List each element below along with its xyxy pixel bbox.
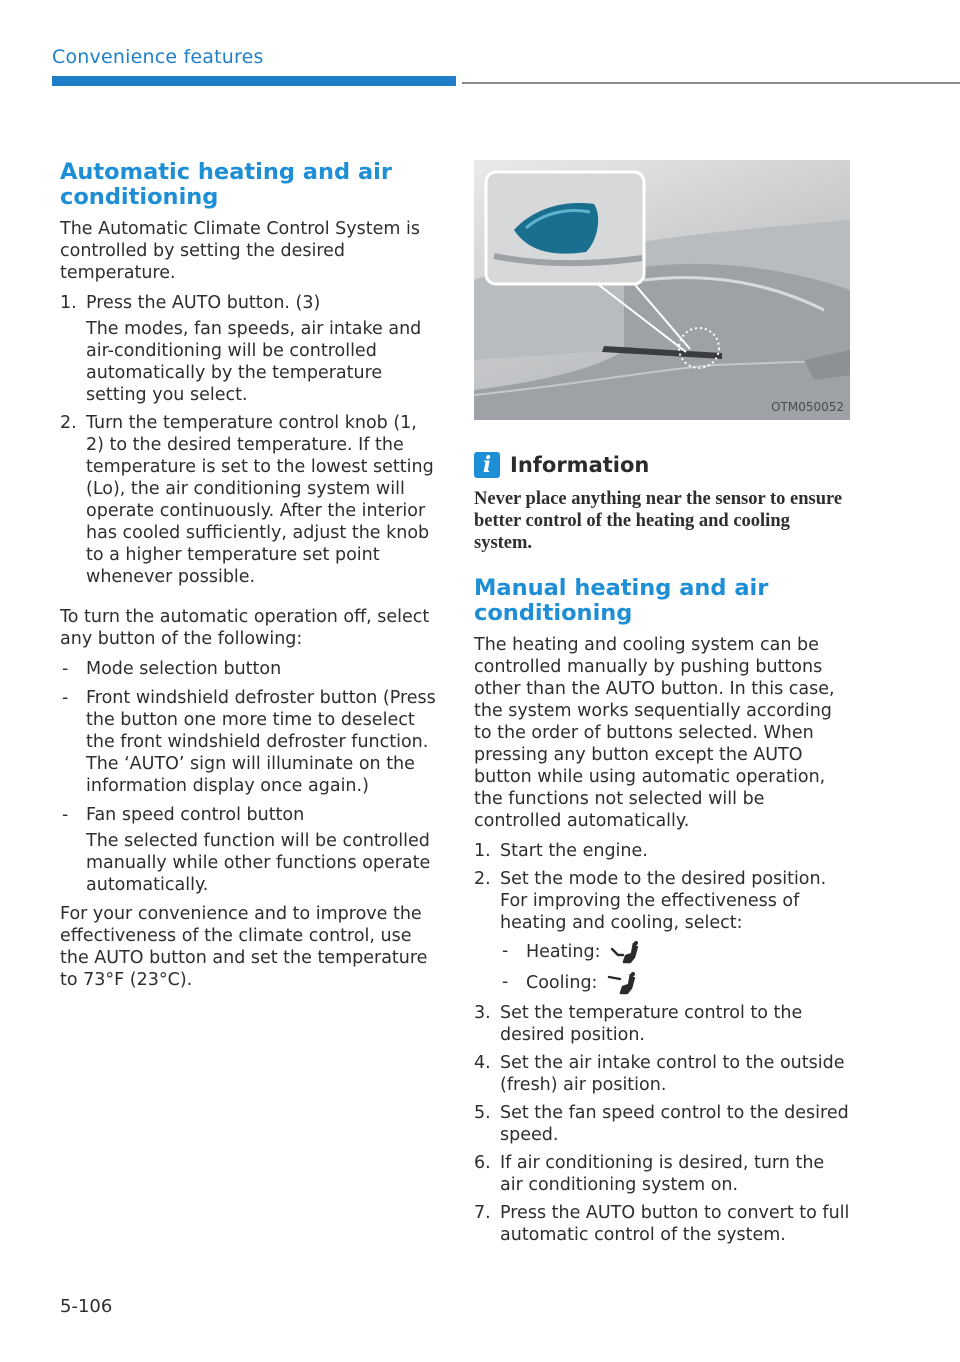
step-number: 2.: [474, 869, 491, 889]
dashboard-sensor-illustration: [474, 160, 850, 420]
dash-mark: -: [62, 659, 69, 679]
step-number: 4.: [474, 1053, 491, 1073]
step-number: 6.: [474, 1153, 491, 1173]
information-header: [474, 452, 850, 478]
header-divider-line: [462, 82, 960, 84]
step-number: 2.: [60, 413, 77, 433]
automatic-section-heading: Automatic heating and air conditioning: [60, 159, 392, 210]
automatic-intro: The Automatic Climate Control System is controlled by setting the desired temperature.: [60, 219, 420, 283]
closing-note: For your convenience and to improve the effectiveness of the climate control, use the AUTO button and set the temperature to 73°F (23°C).: [60, 904, 428, 990]
manual-step-7: [474, 1202, 850, 1246]
button-list-text: Mode selection button: [86, 659, 282, 679]
face-mode-icon: [607, 971, 637, 995]
manual-step-2: [474, 868, 850, 995]
step-text: Set the mode to the desired position. For improving the effectiveness of heating and cooling, select:: [500, 869, 827, 933]
step-text: Turn the temperature control knob (1, 2) to the desired temperature. If the temperature is set to the lowest setting (Lo), the air conditioning system will operate continuously. After the interior has cooled sufficiently, adjust the knob to a higher temperature set point whenever possible.: [86, 413, 434, 587]
mode-option-heating: [500, 940, 850, 964]
dash-mark: -: [502, 941, 509, 961]
mode-option-cooling: [500, 971, 850, 995]
step-text: Press the AUTO button to convert to full automatic control of the system.: [500, 1203, 850, 1245]
header-accent-bar: [52, 76, 456, 86]
dash-mark: -: [62, 805, 69, 825]
step-number: 1.: [60, 293, 77, 313]
button-list-item: [60, 687, 436, 797]
manual-step-3: [474, 1002, 850, 1046]
step-text: Press the AUTO button. (3): [86, 293, 321, 313]
manual-step-4: [474, 1052, 850, 1096]
step-text: Set the air intake control to the outside (fresh) air position.: [500, 1053, 845, 1095]
information-icon: i: [474, 452, 500, 478]
auto-step-2: [60, 412, 436, 588]
section-header-title: Convenience features: [52, 46, 264, 68]
step-number: 1.: [474, 841, 491, 861]
left-column: [60, 160, 436, 999]
manual-step-1: [474, 840, 850, 862]
dash-mark: -: [502, 972, 509, 992]
step-text: If air conditioning is desired, turn the air conditioning system on.: [500, 1153, 825, 1195]
floor-mode-icon: [610, 940, 640, 964]
information-title: Information: [510, 453, 650, 477]
step-number: 5.: [474, 1103, 491, 1123]
button-list-text: Fan speed control button: [86, 805, 305, 825]
mode-label: Cooling:: [526, 973, 598, 993]
manual-step-6: [474, 1152, 850, 1196]
manual-step-5: [474, 1102, 850, 1146]
step-text: Set the fan speed control to the desired speed.: [500, 1103, 849, 1145]
step-text: Start the engine.: [500, 841, 648, 861]
figure-code: OTM050052: [771, 400, 844, 414]
step-text: Set the temperature control to the desired position.: [500, 1003, 803, 1045]
manual-section-heading: Manual heating and air conditioning: [474, 575, 769, 626]
step-number: 3.: [474, 1003, 491, 1023]
button-list-subtext: The selected function will be controlled manually while other functions operate automatically.: [86, 831, 431, 895]
manual-intro: The heating and cooling system can be controlled manually by pushing buttons other than the AUTO button. In this case, the system works sequentially according to the order of buttons selected. When pressing any button except the AUTO button while using automatic operation, the functions not selected will be controlled automatically.: [474, 635, 835, 831]
mode-label: Heating:: [526, 942, 601, 962]
sensor-figure: [474, 160, 850, 420]
button-list-text: Front windshield defroster button (Press the button one more time to deselect the front windshield defroster function. The ‘AUTO’ sign will illuminate on the information display once again.): [86, 688, 436, 796]
turn-off-instructions: To turn the automatic operation off, select any button of the following:: [60, 607, 430, 649]
step-number: 7.: [474, 1203, 491, 1223]
page-number: 5-106: [60, 1296, 113, 1317]
button-list-item: [60, 804, 436, 896]
button-list-item: [60, 658, 436, 680]
right-column: [474, 160, 850, 1252]
auto-step-1: [60, 292, 436, 406]
information-text: Never place anything near the sensor to ensure better control of the heating and cooling system.: [474, 489, 843, 553]
dash-mark: -: [62, 688, 69, 708]
step-subtext: The modes, fan speeds, air intake and air-conditioning will be controlled automatically by the temperature setting you select.: [86, 319, 422, 405]
